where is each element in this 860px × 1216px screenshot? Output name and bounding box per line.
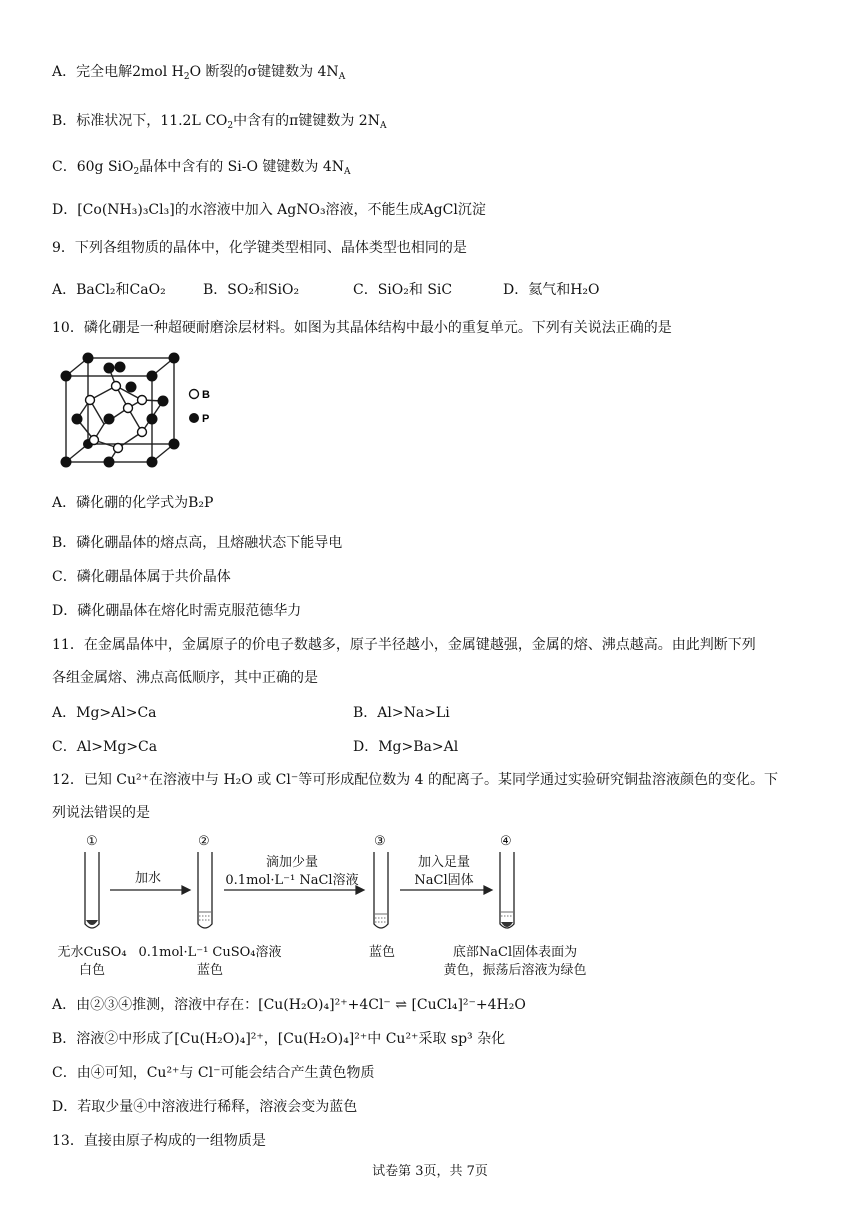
q12-stem-line1: 12．已知 Cu²⁺在溶液中与 H₂O 或 Cl⁻等可形成配位数为 4 的配离子。某同学通过实验研究铜盐溶液颜色的变化。下 — [52, 772, 779, 788]
q8-option-d: D．[Co(NH₃)₃Cl₃]的水溶液中加入 AgNO₃溶液，不能生成AgCl沉淀 — [52, 202, 486, 218]
test-tube-3 — [374, 852, 388, 928]
arrow-3-label-top: 加入足量 — [417, 855, 471, 870]
tube-4-number: ④ — [500, 834, 512, 849]
boron-legend-label: B — [202, 389, 210, 401]
q11-option-b: B．Al>Na>Li — [353, 705, 450, 721]
tube-2-number: ② — [198, 834, 210, 849]
arrow-2-label-top: 滴加少量 — [265, 855, 319, 870]
copper-salt-experiment-figure — [48, 832, 608, 942]
q11-option-d: D．Mg>Ba>Al — [353, 739, 459, 755]
tube-1-caption: 无水CuSO₄ 白色 — [57, 945, 127, 978]
test-tube-2 — [198, 852, 212, 928]
boron-legend-marker — [190, 390, 199, 399]
page-footer: 试卷第 3页，共 7页 — [372, 1164, 488, 1179]
q12-stem-line2: 列说法错误的是 — [52, 805, 150, 821]
q8-option-a: A．完全电解2mol $H_2O$ 断裂的σ键键数为 $4N_A$ — [52, 64, 346, 82]
q11-stem-line2: 各组金属熔、沸点高低顺序，其中正确的是 — [52, 670, 318, 686]
arrow-1-label: 加水 — [134, 871, 162, 886]
arrow-2-label-bottom: 0.1mol·L⁻¹ NaCl溶液 — [225, 873, 359, 888]
tube-2-caption: 0.1mol·L⁻¹ CuSO₄溶液 蓝色 — [138, 945, 282, 978]
q8-option-b: B．标准状况下，11.2L $CO_2$中含有的π键键数为 $2N_A$ — [52, 113, 387, 131]
q11-option-c: C．Al>Mg>Ca — [52, 739, 158, 755]
q9-option-b: B．SO₂和SiO₂ — [203, 282, 300, 298]
phosphorus-legend-marker — [189, 413, 199, 423]
q9-option-a: A．BaCl₂和CaO₂ — [52, 282, 166, 298]
q12-option-c: C．由④可知，Cu²⁺与 Cl⁻可能会结合产生黄色物质 — [52, 1065, 375, 1081]
q11-option-a: A．Mg>Al>Ca — [52, 705, 157, 721]
arrow-3-label-bottom: NaCl固体 — [414, 873, 474, 888]
q8-option-c: C．60g SiO$_2$晶体中含有的 Si-O 键键数为 $4N_A$ — [52, 159, 351, 177]
q12-option-a: A．由②③④推测，溶液中存在：[Cu(H₂O)₄]²⁺+4Cl⁻ ⇌ [CuCl₄]²⁻+4H₂O — [52, 997, 526, 1013]
q10-option-b: B．磷化硼晶体的熔点高，且熔融状态下能导电 — [52, 535, 343, 551]
q9-stem: 9．下列各组物质的晶体中，化学键类型相同、晶体类型也相同的是 — [52, 240, 467, 256]
q9-option-c: C．SiO₂和 SiC — [353, 282, 453, 298]
tube-1-number: ① — [86, 834, 98, 849]
phosphorus-legend-label: P — [202, 413, 210, 425]
q10-option-d: D．磷化硼晶体在熔化时需克服范德华力 — [52, 603, 302, 619]
q10-option-c: C．磷化硼晶体属于共价晶体 — [52, 569, 231, 585]
q9-option-d: D．氦气和H₂O — [503, 282, 600, 298]
test-tube-1 — [85, 852, 99, 928]
q10-stem: 10．磷化硼是一种超硬耐磨涂层材料。如图为其晶体结构中最小的重复单元。下列有关说法正确的是 — [52, 320, 672, 336]
q11-stem-line1: 11．在金属晶体中，金属原子的价电子数越多，原子半径越小，金属键越强，金属的熔、沸点越高。由此判断下列 — [52, 637, 756, 653]
q12-option-d: D．若取少量④中溶液进行稀释，溶液会变为蓝色 — [52, 1099, 358, 1115]
q10-option-a: A．磷化硼的化学式为B₂P — [52, 495, 214, 511]
tube-4-caption: 底部NaCl固体表面为 黄色，振荡后溶液为绿色 — [443, 945, 587, 978]
q12-option-b: B．溶液②中形成了[Cu(H₂O)₄]²⁺，[Cu(H₂O)₄]²⁺中 Cu²⁺采取 sp³ 杂化 — [52, 1031, 506, 1047]
test-tube-4 — [500, 852, 514, 928]
tube-3-caption: 蓝色 — [368, 945, 395, 960]
q13-stem: 13．直接由原子构成的一组物质是 — [52, 1133, 266, 1149]
tube-3-number: ③ — [374, 834, 386, 849]
boron-phosphide-unit-cell-figure — [56, 352, 236, 472]
